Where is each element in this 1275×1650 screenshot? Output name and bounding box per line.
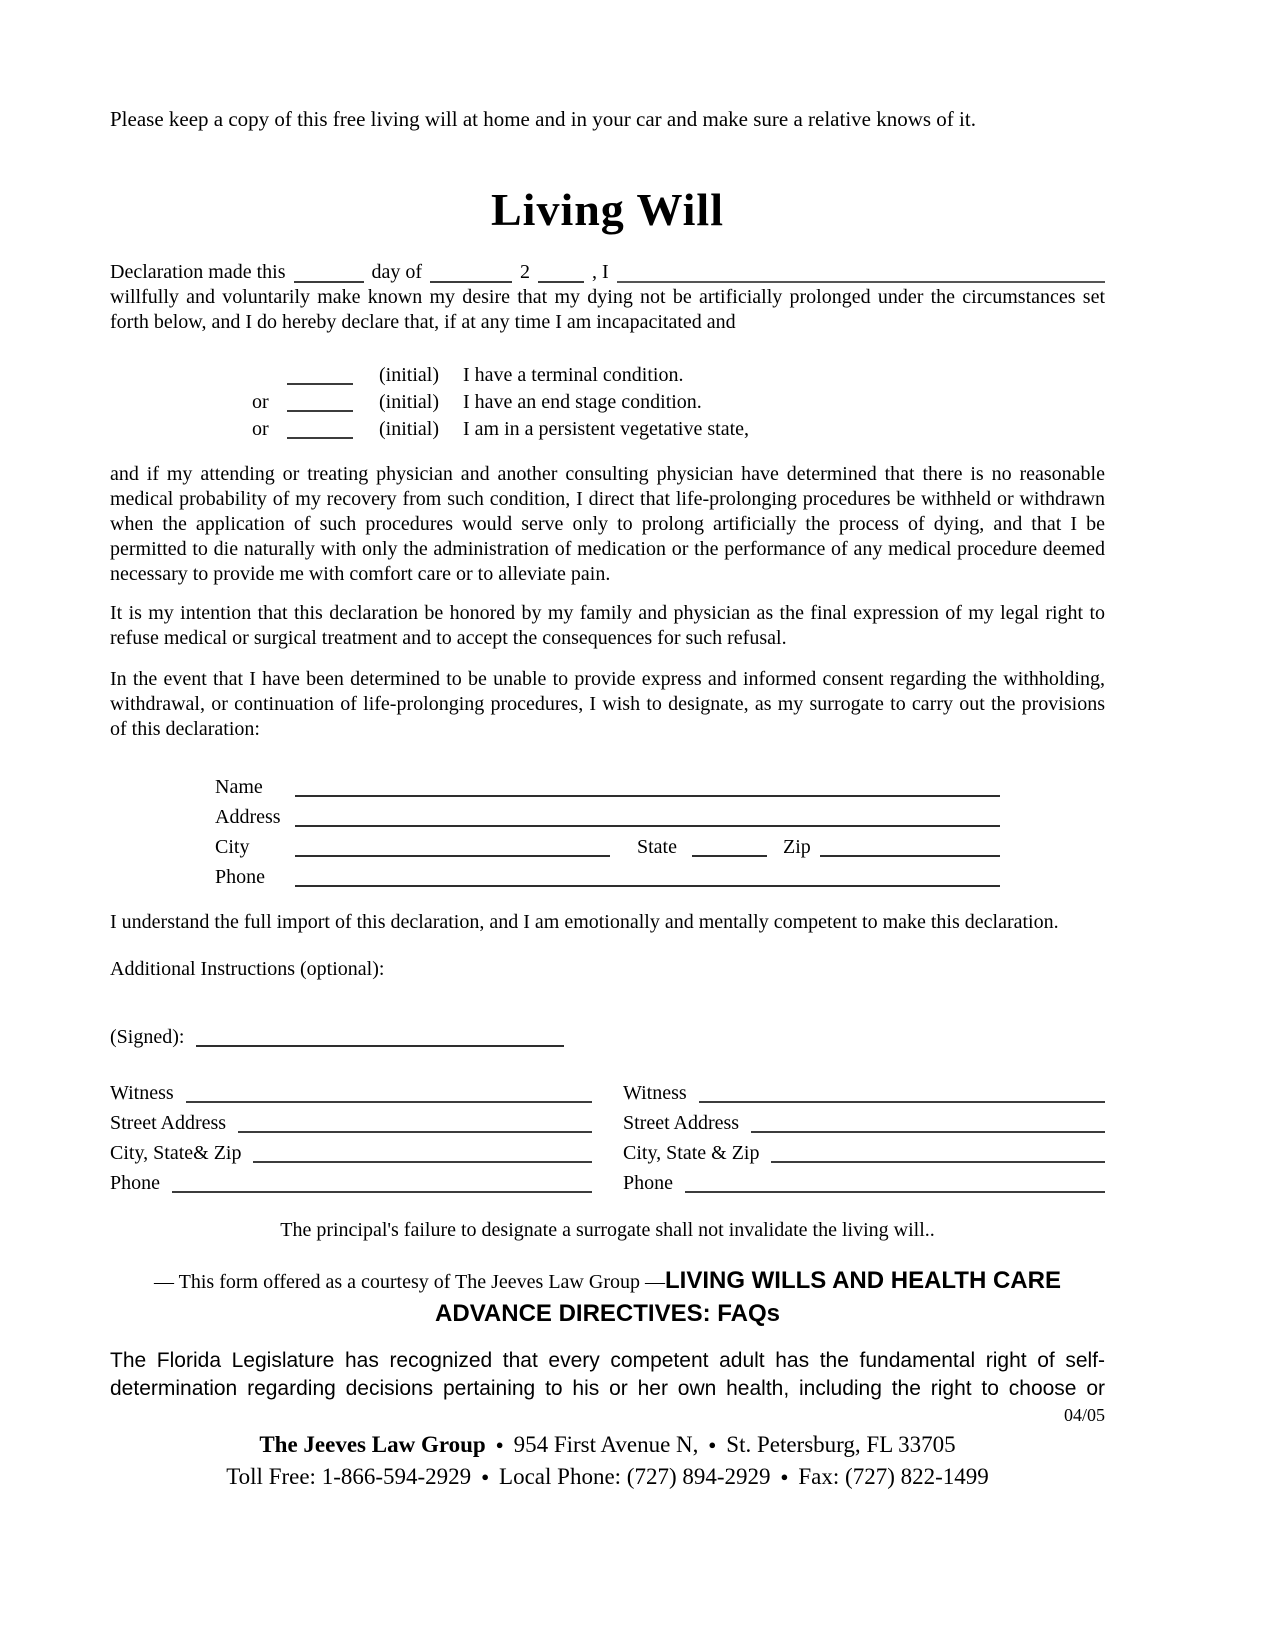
additional-instructions-label: Additional Instructions (optional):	[110, 958, 385, 980]
witness-street-row	[623, 1106, 1105, 1136]
year-prefix-text: 2	[520, 261, 531, 283]
initial-blank-line	[287, 410, 353, 412]
firm-contact-block	[110, 1429, 1105, 1493]
version-label: 04/05	[1063, 1405, 1105, 1425]
courtesy-text: — This form offered as a courtesy of The Jeeves Law Group —	[154, 1271, 665, 1293]
initial-blank-line	[287, 437, 353, 439]
condition-text: I am in a persistent vegetative state,	[463, 418, 750, 440]
declaration-made-this-text: Declaration made this	[110, 261, 286, 283]
address-label: Address	[215, 806, 281, 828]
courtesy-block	[110, 1265, 1105, 1331]
or-label: or	[252, 418, 269, 440]
firm-address-line	[110, 1429, 1105, 1461]
fax-text: Fax: (727) 822-1499	[798, 1464, 989, 1489]
surrogate-address-row	[215, 800, 1000, 830]
declaration-opening-line	[110, 260, 1105, 285]
declarant-name-blank-line	[617, 281, 1105, 283]
paragraph-intention: It is my intention that this declaration be honored by my family and physician as the final expression of my legal right to refuse medical or surgical treatment and to accept the consequences for such refusal.	[110, 602, 1105, 649]
witness-phone-row	[623, 1166, 1105, 1196]
city-state-zip-label: City, State& Zip	[110, 1142, 242, 1164]
florida-legislature-paragraph	[110, 1347, 1105, 1403]
surrogate-city-state-zip-row	[215, 830, 1000, 860]
phone-blank-line	[172, 1191, 592, 1193]
street-blank-line	[238, 1131, 592, 1133]
faq-heading-part1: LIVING WILLS AND HEALTH CARE	[664, 1267, 1061, 1294]
day-of-text: day of	[371, 261, 423, 283]
initial-label: (initial)	[379, 391, 439, 413]
witness-name-row	[110, 1076, 592, 1106]
city-blank-line	[295, 855, 610, 857]
witness-blank-line	[186, 1101, 592, 1103]
surrogate-contact-block	[215, 770, 1000, 890]
witness-phone-row	[110, 1166, 592, 1196]
or-label: or	[252, 391, 269, 413]
paragraph-surrogate-intro: In the event that I have been determined to be unable to provide express and informed consent regarding the withholding, withdrawal, or continuation of life-prolonging procedures, I wish to designate, as my surrogate to carry out the provisions of this declaration:	[110, 668, 1105, 740]
surrogate-phone-row	[215, 860, 1000, 890]
street-address-label: Street Address	[110, 1112, 227, 1134]
phone-blank-line	[295, 885, 1000, 887]
state-blank-line	[692, 855, 767, 857]
witness-right-column	[623, 1076, 1105, 1196]
surrogate-name-row	[215, 770, 1000, 800]
street-address-label: Street Address	[623, 1112, 740, 1134]
signed-row	[110, 1024, 1105, 1050]
toll-free-text: Toll Free: 1-866-594-2929	[226, 1464, 472, 1489]
address-blank-line	[295, 825, 1000, 827]
initial-label: (initial)	[379, 364, 439, 386]
bullet-separator: ●	[481, 1469, 490, 1484]
witness-city-row	[110, 1136, 592, 1166]
page-title: Living Will	[490, 184, 724, 235]
condition-row-vegetative	[110, 415, 1105, 442]
phone-label: Phone	[110, 1172, 160, 1194]
conditions-list	[110, 361, 1105, 442]
paragraph-determination: and if my attending or treating physician and another consulting physician have determined that there is no reasonable medical probability of my recovery from such condition, I direct that life-prolonging procedures be withheld or withdrawn when the application of such procedures would serve only to prolong artificially the process of dying, and that I be permitted to die naturally with only the administration of medication or the performance of any medical procedure deemed necessary to provide me with comfort care or to alleviate pain.	[110, 463, 1105, 585]
day-blank-line	[294, 281, 364, 283]
paragraph-competency: I understand the full import of this declaration, and I am emotionally and mentally competent to make this declaration.	[110, 911, 1059, 933]
street-blank-line	[751, 1131, 1105, 1133]
condition-text: I have a terminal condition.	[463, 364, 684, 386]
bullet-separator: ●	[780, 1469, 789, 1484]
witness-name-row	[623, 1076, 1105, 1106]
bullet-separator: ●	[708, 1437, 717, 1452]
witness-blank-line	[699, 1101, 1105, 1103]
city-state-zip-label: City, State & Zip	[623, 1142, 760, 1164]
city-blank-line	[253, 1161, 592, 1163]
keep-copy-notice: Please keep a copy of this free living will at home and in your car and make sure a relative knows of it.	[110, 107, 976, 131]
zip-label: Zip	[783, 836, 811, 858]
phone-blank-line	[685, 1191, 1105, 1193]
firm-name: The Jeeves Law Group	[259, 1432, 486, 1457]
faq-heading-part2: ADVANCE DIRECTIVES: FAQs	[435, 1300, 780, 1327]
witness-label: Witness	[110, 1082, 174, 1104]
condition-row-end-stage	[110, 388, 1105, 415]
name-label: Name	[215, 776, 263, 798]
firm-street: 954 First Avenue N,	[513, 1432, 699, 1457]
witness-left-column	[110, 1076, 592, 1196]
initial-label: (initial)	[379, 418, 439, 440]
principal-note: The principal's failure to designate a surrogate shall not invalidate the living will..	[280, 1219, 935, 1241]
witness-section	[110, 1076, 1105, 1196]
comma-i-text: , I	[592, 261, 609, 283]
initial-blank-line	[287, 383, 353, 385]
florida-line1: The Florida Legislature has recognized that every competent adult has the fundamental right of self-	[110, 1349, 1105, 1372]
city-label: City	[215, 836, 250, 858]
witness-label: Witness	[623, 1082, 687, 1104]
phone-label: Phone	[623, 1172, 673, 1194]
witness-city-row	[623, 1136, 1105, 1166]
year-blank-line	[538, 281, 584, 283]
firm-phone-line	[110, 1461, 1105, 1493]
city-blank-line	[771, 1161, 1105, 1163]
florida-line2: determination regarding decisions pertaining to his or her own health, including the right to choose or	[110, 1377, 1105, 1400]
name-blank-line	[295, 795, 1000, 797]
firm-city: St. Petersburg, FL 33705	[726, 1432, 956, 1457]
condition-text: I have an end stage condition.	[463, 391, 702, 413]
bullet-separator: ●	[495, 1437, 504, 1452]
signed-label: (Signed):	[110, 1026, 185, 1048]
condition-row-terminal	[110, 361, 1105, 388]
phone-label: Phone	[215, 866, 265, 888]
witness-street-row	[110, 1106, 592, 1136]
declaration-continuation: willfully and voluntarily make known my desire that my dying not be artificially prolonged under the circumstances set forth below, and I do hereby declare that, if at any time I am incapacitated and	[110, 286, 1105, 333]
zip-blank-line	[820, 855, 1000, 857]
state-label: State	[637, 836, 677, 858]
signature-blank-line	[196, 1045, 564, 1047]
month-blank-line	[430, 281, 512, 283]
local-phone-text: Local Phone: (727) 894-2929	[499, 1464, 771, 1489]
